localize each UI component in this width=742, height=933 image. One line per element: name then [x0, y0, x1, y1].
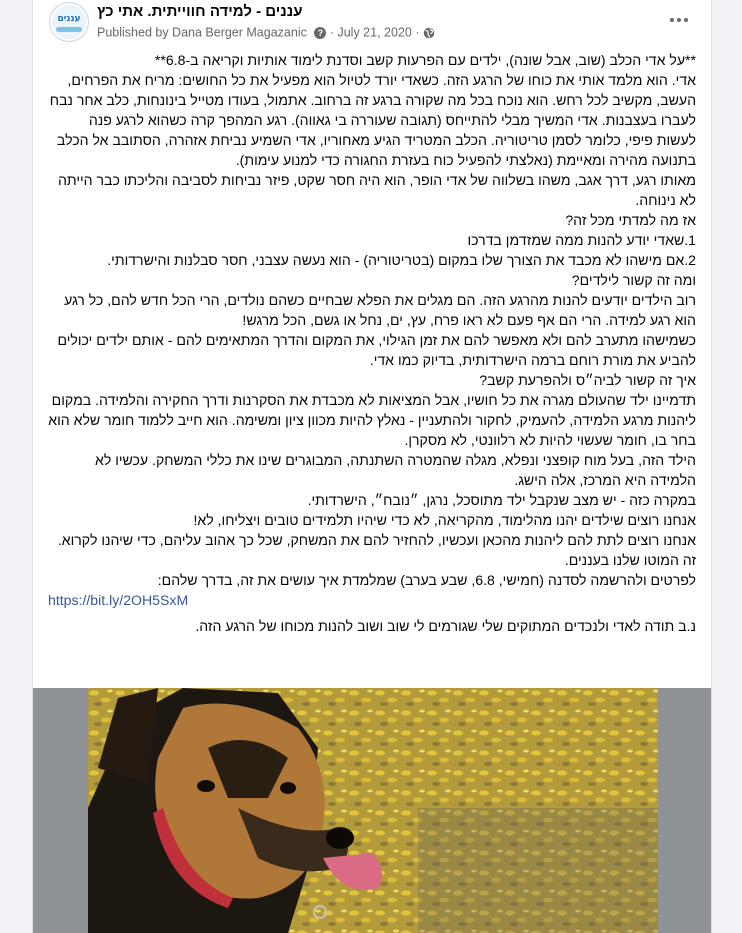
post-paragraph: 2.אם מישהו לא מכבד את הצורך שלו במקום (בטריטוריה) - הוא נעשה עצבני, חסר סבלנות והישרדותי. — [107, 252, 696, 268]
post-paragraph: אנחנו רוצים לתת להם ליהנות מהכאן ועכשיו, להחזיר להם את המשחק, שכל כך אהוב עליהם, כדי שיהנו לקרוא. זה המוטו שלנו בעננים. — [57, 532, 696, 568]
post-paragraph: רוב הילדים יודעים להנות מהרגע הזה. הם מגלים את הפלא שבחיים כשהם נולדים, הרי הכל חדש להם, כל רגע הוא רגע למידה. הרי הם אף פעם לא ראו פרח, עץ, ים, נחל או גשם, הכל מרגש! — [64, 292, 696, 328]
post-paragraph: אנחנו רוצים שילדים יהנו מהלימוד, מהקריאה, לא כדי שיהיו תלמידים טובים ויצליחו, לא! — [193, 512, 696, 528]
question-icon[interactable]: ? — [314, 27, 326, 39]
post-paragraph: 1.שאדי יודע להנות ממה שמזדמן בדרכו — [467, 232, 696, 248]
post-date-link[interactable]: July 21, 2020 — [337, 25, 412, 40]
post-paragraph: כשמישהו מתערב להם ולא מאפשר להם את זמן הגילוי, את המקום והדרך המתאימים להם - אותם ילדים יכולים להביע את מורת רוחם ברמה הישרדותית, בדיוק כמו אדי. — [57, 332, 696, 368]
post-paragraph: אז מה למדתי מכל זה? — [565, 212, 696, 228]
post-header — [33, 0, 711, 48]
post-paragraph: **על אדי הכלב (שוב, אבל שונה), ילדים עם הפרעות קשב וסדנת לימוד אותיות וקריאה ב-6.8** — [154, 52, 696, 68]
page-name-link[interactable]: עננים - למידה חווייתית. אתי כץ — [97, 3, 303, 20]
more-options-icon — [684, 18, 688, 22]
meta-separator: · — [415, 25, 420, 40]
publisher-link[interactable]: Published by Dana Berger Magazanic — [97, 25, 307, 40]
registration-link[interactable]: https://bit.ly/2OH5SxM — [48, 592, 189, 608]
post-body — [48, 50, 696, 636]
more-options-icon — [677, 18, 681, 22]
post-meta — [97, 25, 435, 40]
post-paragraph: אדי. הוא מלמד אותי את כוחו של הרגע הזה. כשאדי יורד לטיול הוא מפעיל את כל החושים: מריח את הפרחים, העשב, מקשיב לכל רחש. הוא נוכח בכל מה שקורה ברגע זה ברחוב. אתמול, בעודו מטייל בינונחות, כלב אחר נבח לעברו בעצבנות. אדי המשיך מבלי להתייחס (תגובה שעוררה בי גאווה). רגע המהפך קרה כשהוא לרגע פנה לעשות פיפי, כלומר לסמן טריטוריה. הכלב המטריד הגיע מאחוריו, אדי השמיע נביחת אזהרה, הסתובב אל הכלב בתנועה מהירה ומאיימת (נאלצתי להפעיל כוח בעזרת החגורה כדי למנוע עימות). — [49, 72, 696, 168]
globe-icon[interactable] — [423, 27, 435, 39]
more-options-button[interactable] — [661, 6, 697, 34]
cloud-wave-icon — [56, 27, 82, 32]
post-photo[interactable] — [33, 688, 712, 933]
dog-photo — [88, 688, 658, 933]
post-paragraph: ומה זה קשור לילדים? — [571, 272, 696, 288]
meta-separator: · — [329, 25, 334, 40]
anananim-logo-icon — [52, 5, 86, 39]
more-options-icon — [670, 18, 674, 22]
post-footnote: נ.ב תודה לאדי ולנכדים המתוקים שלי שגורמים לי שוב ושוב להנות מכוחו של הרגע הזה. — [195, 618, 696, 634]
avatar-logo-text: עננים — [57, 14, 81, 24]
post-paragraph: תדמיינו ילד שהעולם מגרה את כל חושיו, אבל המציאות לא מכבדת את הסקרנות ודרך החקירה והלמידה. במקום ליהנות מרגע הלמידה, להעמיק, לחקור ולהתעניין - נאלץ להיות מכוון ציון ומשימה. הוא חייב ללמוד חומר שלא הוא בחר בו, חומר שעשוי להיות לא רלוונטי, לא מסקרן. — [48, 392, 696, 448]
post-paragraph: מאותו רגע, דרך אגב, משהו בשלווה של אדי הופר, הוא היה חסר שקט, פיזר נביחות לסביבה והליכתו כבר הייתה לא נינוחה. — [57, 172, 696, 208]
post-paragraph: לפרטים ולהרשמה לסדנה (חמישי, 6.8, שבע בערב) שמלמדת איך עושים את זה, בדרך שלהם: — [157, 572, 696, 588]
post-paragraph: איך זה קשור לביה״ס ולהפרעת קשב? — [479, 372, 696, 388]
post-paragraph: במקרה כזה - יש מצב שנקבל ילד מתוסכל, נרגן, ״נובח״, הישרדותי. — [307, 492, 696, 508]
post-card — [32, 0, 712, 933]
page-avatar[interactable] — [49, 2, 89, 42]
post-paragraph: הילד הזה, בעל מוח קופצני ונפלא, מגלה שהמטרה השתנתה, המבוגרים שינו את כללי המשחק. עכשיו לא הלמידה היא המרכז, אלה הישג. — [94, 452, 696, 488]
